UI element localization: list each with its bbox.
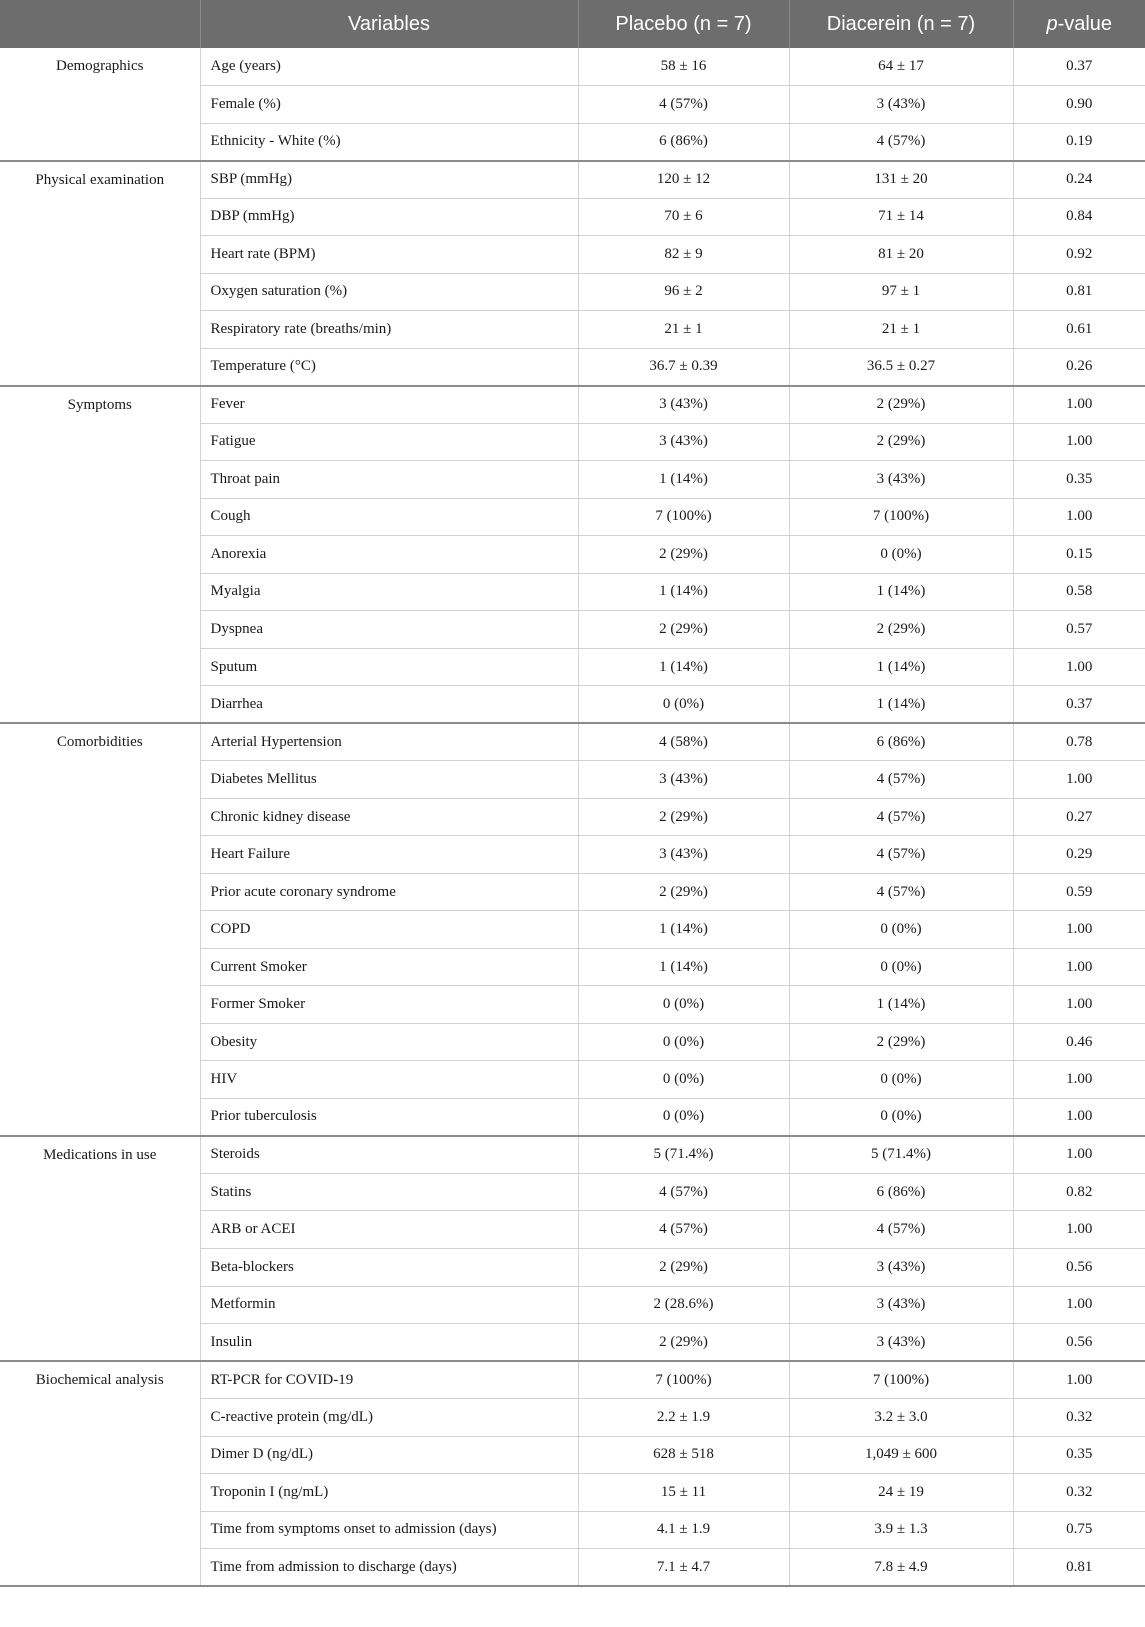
p-value: 0.59 bbox=[1013, 873, 1145, 911]
placebo-value: 1 (14%) bbox=[578, 911, 789, 949]
variable-cell: Cough bbox=[200, 498, 578, 536]
placebo-value: 1 (14%) bbox=[578, 461, 789, 499]
table-row bbox=[0, 161, 1145, 199]
variable-cell: Throat pain bbox=[200, 461, 578, 499]
diacerein-value: 4 (57%) bbox=[789, 873, 1013, 911]
header-p-value bbox=[1013, 0, 1145, 48]
diacerein-value: 24 ± 19 bbox=[789, 1474, 1013, 1512]
p-value: 0.57 bbox=[1013, 611, 1145, 649]
variable-cell: Troponin I (ng/mL) bbox=[200, 1474, 578, 1512]
p-value: 1.00 bbox=[1013, 948, 1145, 986]
variable-cell: Anorexia bbox=[200, 536, 578, 574]
variable-cell: Dimer D (ng/dL) bbox=[200, 1436, 578, 1474]
placebo-value: 15 ± 11 bbox=[578, 1474, 789, 1512]
header-p-rest: -value bbox=[1057, 12, 1113, 35]
placebo-value: 21 ± 1 bbox=[578, 311, 789, 349]
p-value: 0.75 bbox=[1013, 1511, 1145, 1549]
placebo-value: 3 (43%) bbox=[578, 761, 789, 799]
placebo-value: 3 (43%) bbox=[578, 836, 789, 874]
p-value: 1.00 bbox=[1013, 986, 1145, 1024]
p-value: 0.32 bbox=[1013, 1399, 1145, 1437]
placebo-value: 2 (28.6%) bbox=[578, 1286, 789, 1324]
p-value: 0.29 bbox=[1013, 836, 1145, 874]
p-value: 1.00 bbox=[1013, 423, 1145, 461]
p-value: 1.00 bbox=[1013, 1098, 1145, 1136]
p-value: 0.81 bbox=[1013, 273, 1145, 311]
placebo-value: 2 (29%) bbox=[578, 1249, 789, 1287]
placebo-value: 7 (100%) bbox=[578, 1361, 789, 1399]
diacerein-value: 7.8 ± 4.9 bbox=[789, 1549, 1013, 1587]
p-value: 1.00 bbox=[1013, 911, 1145, 949]
placebo-value: 120 ± 12 bbox=[578, 161, 789, 199]
diacerein-value: 71 ± 14 bbox=[789, 198, 1013, 236]
table-row bbox=[0, 723, 1145, 761]
diacerein-value: 97 ± 1 bbox=[789, 273, 1013, 311]
diacerein-value: 1 (14%) bbox=[789, 686, 1013, 724]
placebo-value: 1 (14%) bbox=[578, 573, 789, 611]
table-row bbox=[0, 48, 1145, 86]
variable-cell: Dyspnea bbox=[200, 611, 578, 649]
variable-cell: ARB or ACEI bbox=[200, 1211, 578, 1249]
diacerein-value: 0 (0%) bbox=[789, 1061, 1013, 1099]
diacerein-value: 0 (0%) bbox=[789, 536, 1013, 574]
p-value: 1.00 bbox=[1013, 648, 1145, 686]
p-value: 0.35 bbox=[1013, 1436, 1145, 1474]
diacerein-value: 21 ± 1 bbox=[789, 311, 1013, 349]
variable-cell: C-reactive protein (mg/dL) bbox=[200, 1399, 578, 1437]
variable-cell: Female (%) bbox=[200, 86, 578, 124]
variable-cell: Beta-blockers bbox=[200, 1249, 578, 1287]
variable-cell: Fever bbox=[200, 386, 578, 424]
placebo-value: 96 ± 2 bbox=[578, 273, 789, 311]
variable-cell: Age (years) bbox=[200, 48, 578, 86]
placebo-value: 0 (0%) bbox=[578, 1061, 789, 1099]
header-diacerein: Diacerein (n = 7) bbox=[789, 0, 1013, 48]
header-group-blank bbox=[0, 0, 200, 48]
p-value: 0.56 bbox=[1013, 1249, 1145, 1287]
variable-cell: Prior tuberculosis bbox=[200, 1098, 578, 1136]
p-value: 0.61 bbox=[1013, 311, 1145, 349]
group-label: Symptoms bbox=[0, 386, 200, 724]
variable-cell: Time from symptoms onset to admission (days) bbox=[200, 1511, 578, 1549]
diacerein-value: 1,049 ± 600 bbox=[789, 1436, 1013, 1474]
p-value: 0.37 bbox=[1013, 686, 1145, 724]
variable-cell: Chronic kidney disease bbox=[200, 798, 578, 836]
p-value: 1.00 bbox=[1013, 386, 1145, 424]
diacerein-value: 36.5 ± 0.27 bbox=[789, 348, 1013, 386]
p-value: 0.81 bbox=[1013, 1549, 1145, 1587]
variable-cell: Fatigue bbox=[200, 423, 578, 461]
variable-cell: Steroids bbox=[200, 1136, 578, 1174]
p-value: 1.00 bbox=[1013, 1136, 1145, 1174]
placebo-value: 5 (71.4%) bbox=[578, 1136, 789, 1174]
group-label: Demographics bbox=[0, 48, 200, 161]
diacerein-value: 4 (57%) bbox=[789, 123, 1013, 161]
diacerein-value: 4 (57%) bbox=[789, 798, 1013, 836]
diacerein-value: 6 (86%) bbox=[789, 1173, 1013, 1211]
diacerein-value: 0 (0%) bbox=[789, 911, 1013, 949]
p-value: 0.19 bbox=[1013, 123, 1145, 161]
table-body bbox=[0, 48, 1145, 1586]
variable-cell: Diabetes Mellitus bbox=[200, 761, 578, 799]
variable-cell: Diarrhea bbox=[200, 686, 578, 724]
variable-cell: Prior acute coronary syndrome bbox=[200, 873, 578, 911]
group-label: Biochemical analysis bbox=[0, 1361, 200, 1586]
variable-cell: Heart Failure bbox=[200, 836, 578, 874]
diacerein-value: 3 (43%) bbox=[789, 86, 1013, 124]
placebo-value: 82 ± 9 bbox=[578, 236, 789, 274]
variable-cell: Time from admission to discharge (days) bbox=[200, 1549, 578, 1587]
placebo-value: 0 (0%) bbox=[578, 986, 789, 1024]
placebo-value: 4 (57%) bbox=[578, 86, 789, 124]
placebo-value: 1 (14%) bbox=[578, 948, 789, 986]
placebo-value: 2.2 ± 1.9 bbox=[578, 1399, 789, 1437]
diacerein-value: 3 (43%) bbox=[789, 1324, 1013, 1362]
placebo-value: 70 ± 6 bbox=[578, 198, 789, 236]
placebo-value: 0 (0%) bbox=[578, 1098, 789, 1136]
diacerein-value: 7 (100%) bbox=[789, 1361, 1013, 1399]
diacerein-value: 6 (86%) bbox=[789, 723, 1013, 761]
group-label: Physical examination bbox=[0, 161, 200, 386]
variable-cell: HIV bbox=[200, 1061, 578, 1099]
placebo-value: 4 (57%) bbox=[578, 1211, 789, 1249]
variable-cell: Former Smoker bbox=[200, 986, 578, 1024]
p-value: 0.58 bbox=[1013, 573, 1145, 611]
p-value: 1.00 bbox=[1013, 1061, 1145, 1099]
diacerein-value: 4 (57%) bbox=[789, 836, 1013, 874]
variable-cell: Arterial Hypertension bbox=[200, 723, 578, 761]
p-value: 0.78 bbox=[1013, 723, 1145, 761]
diacerein-value: 2 (29%) bbox=[789, 1023, 1013, 1061]
diacerein-value: 64 ± 17 bbox=[789, 48, 1013, 86]
p-value: 0.37 bbox=[1013, 48, 1145, 86]
diacerein-value: 1 (14%) bbox=[789, 986, 1013, 1024]
variable-cell: Temperature (°C) bbox=[200, 348, 578, 386]
diacerein-value: 131 ± 20 bbox=[789, 161, 1013, 199]
p-value: 0.56 bbox=[1013, 1324, 1145, 1362]
diacerein-value: 3 (43%) bbox=[789, 1286, 1013, 1324]
diacerein-value: 3 (43%) bbox=[789, 461, 1013, 499]
variable-cell: Respiratory rate (breaths/min) bbox=[200, 311, 578, 349]
variable-cell: RT-PCR for COVID-19 bbox=[200, 1361, 578, 1399]
variable-cell: Myalgia bbox=[200, 573, 578, 611]
header-variables: Variables bbox=[200, 0, 578, 48]
p-value: 0.84 bbox=[1013, 198, 1145, 236]
p-value: 0.32 bbox=[1013, 1474, 1145, 1512]
placebo-value: 2 (29%) bbox=[578, 1324, 789, 1362]
variable-cell: COPD bbox=[200, 911, 578, 949]
table-row bbox=[0, 1136, 1145, 1174]
p-value: 1.00 bbox=[1013, 761, 1145, 799]
placebo-value: 7.1 ± 4.7 bbox=[578, 1549, 789, 1587]
p-value: 0.26 bbox=[1013, 348, 1145, 386]
diacerein-value: 1 (14%) bbox=[789, 573, 1013, 611]
placebo-value: 6 (86%) bbox=[578, 123, 789, 161]
p-value: 1.00 bbox=[1013, 498, 1145, 536]
diacerein-value: 3.9 ± 1.3 bbox=[789, 1511, 1013, 1549]
diacerein-value: 4 (57%) bbox=[789, 761, 1013, 799]
p-value: 1.00 bbox=[1013, 1286, 1145, 1324]
diacerein-value: 81 ± 20 bbox=[789, 236, 1013, 274]
diacerein-value: 4 (57%) bbox=[789, 1211, 1013, 1249]
diacerein-value: 2 (29%) bbox=[789, 386, 1013, 424]
placebo-value: 4 (57%) bbox=[578, 1173, 789, 1211]
diacerein-value: 3.2 ± 3.0 bbox=[789, 1399, 1013, 1437]
placebo-value: 7 (100%) bbox=[578, 498, 789, 536]
header-p-italic: p bbox=[1046, 12, 1058, 35]
variable-cell: Current Smoker bbox=[200, 948, 578, 986]
table-row bbox=[0, 386, 1145, 424]
variable-cell: Sputum bbox=[200, 648, 578, 686]
diacerein-value: 0 (0%) bbox=[789, 1098, 1013, 1136]
p-value: 0.82 bbox=[1013, 1173, 1145, 1211]
diacerein-value: 0 (0%) bbox=[789, 948, 1013, 986]
p-value: 0.46 bbox=[1013, 1023, 1145, 1061]
variable-cell: SBP (mmHg) bbox=[200, 161, 578, 199]
variable-cell: Heart rate (BPM) bbox=[200, 236, 578, 274]
placebo-value: 2 (29%) bbox=[578, 536, 789, 574]
p-value: 0.15 bbox=[1013, 536, 1145, 574]
placebo-value: 36.7 ± 0.39 bbox=[578, 348, 789, 386]
table-header bbox=[0, 0, 1145, 48]
header-placebo: Placebo (n = 7) bbox=[578, 0, 789, 48]
placebo-value: 0 (0%) bbox=[578, 1023, 789, 1061]
placebo-value: 2 (29%) bbox=[578, 611, 789, 649]
placebo-value: 2 (29%) bbox=[578, 798, 789, 836]
p-value: 0.27 bbox=[1013, 798, 1145, 836]
variable-cell: Ethnicity - White (%) bbox=[200, 123, 578, 161]
diacerein-value: 2 (29%) bbox=[789, 611, 1013, 649]
placebo-value: 2 (29%) bbox=[578, 873, 789, 911]
diacerein-value: 2 (29%) bbox=[789, 423, 1013, 461]
p-value: 1.00 bbox=[1013, 1211, 1145, 1249]
header-row bbox=[0, 0, 1145, 48]
variable-cell: Statins bbox=[200, 1173, 578, 1211]
p-value: 0.24 bbox=[1013, 161, 1145, 199]
diacerein-value: 1 (14%) bbox=[789, 648, 1013, 686]
p-value: 0.92 bbox=[1013, 236, 1145, 274]
diacerein-value: 3 (43%) bbox=[789, 1249, 1013, 1287]
variable-cell: Obesity bbox=[200, 1023, 578, 1061]
placebo-value: 3 (43%) bbox=[578, 386, 789, 424]
placebo-value: 4.1 ± 1.9 bbox=[578, 1511, 789, 1549]
p-value: 0.35 bbox=[1013, 461, 1145, 499]
table-row bbox=[0, 1361, 1145, 1399]
diacerein-value: 7 (100%) bbox=[789, 498, 1013, 536]
placebo-value: 3 (43%) bbox=[578, 423, 789, 461]
variable-cell: Insulin bbox=[200, 1324, 578, 1362]
placebo-value: 0 (0%) bbox=[578, 686, 789, 724]
variable-cell: Metformin bbox=[200, 1286, 578, 1324]
placebo-value: 4 (58%) bbox=[578, 723, 789, 761]
p-value: 1.00 bbox=[1013, 1361, 1145, 1399]
variable-cell: Oxygen saturation (%) bbox=[200, 273, 578, 311]
group-label: Medications in use bbox=[0, 1136, 200, 1361]
diacerein-value: 5 (71.4%) bbox=[789, 1136, 1013, 1174]
placebo-value: 628 ± 518 bbox=[578, 1436, 789, 1474]
group-label: Comorbidities bbox=[0, 723, 200, 1136]
placebo-value: 58 ± 16 bbox=[578, 48, 789, 86]
p-value: 0.90 bbox=[1013, 86, 1145, 124]
variable-cell: DBP (mmHg) bbox=[200, 198, 578, 236]
placebo-value: 1 (14%) bbox=[578, 648, 789, 686]
